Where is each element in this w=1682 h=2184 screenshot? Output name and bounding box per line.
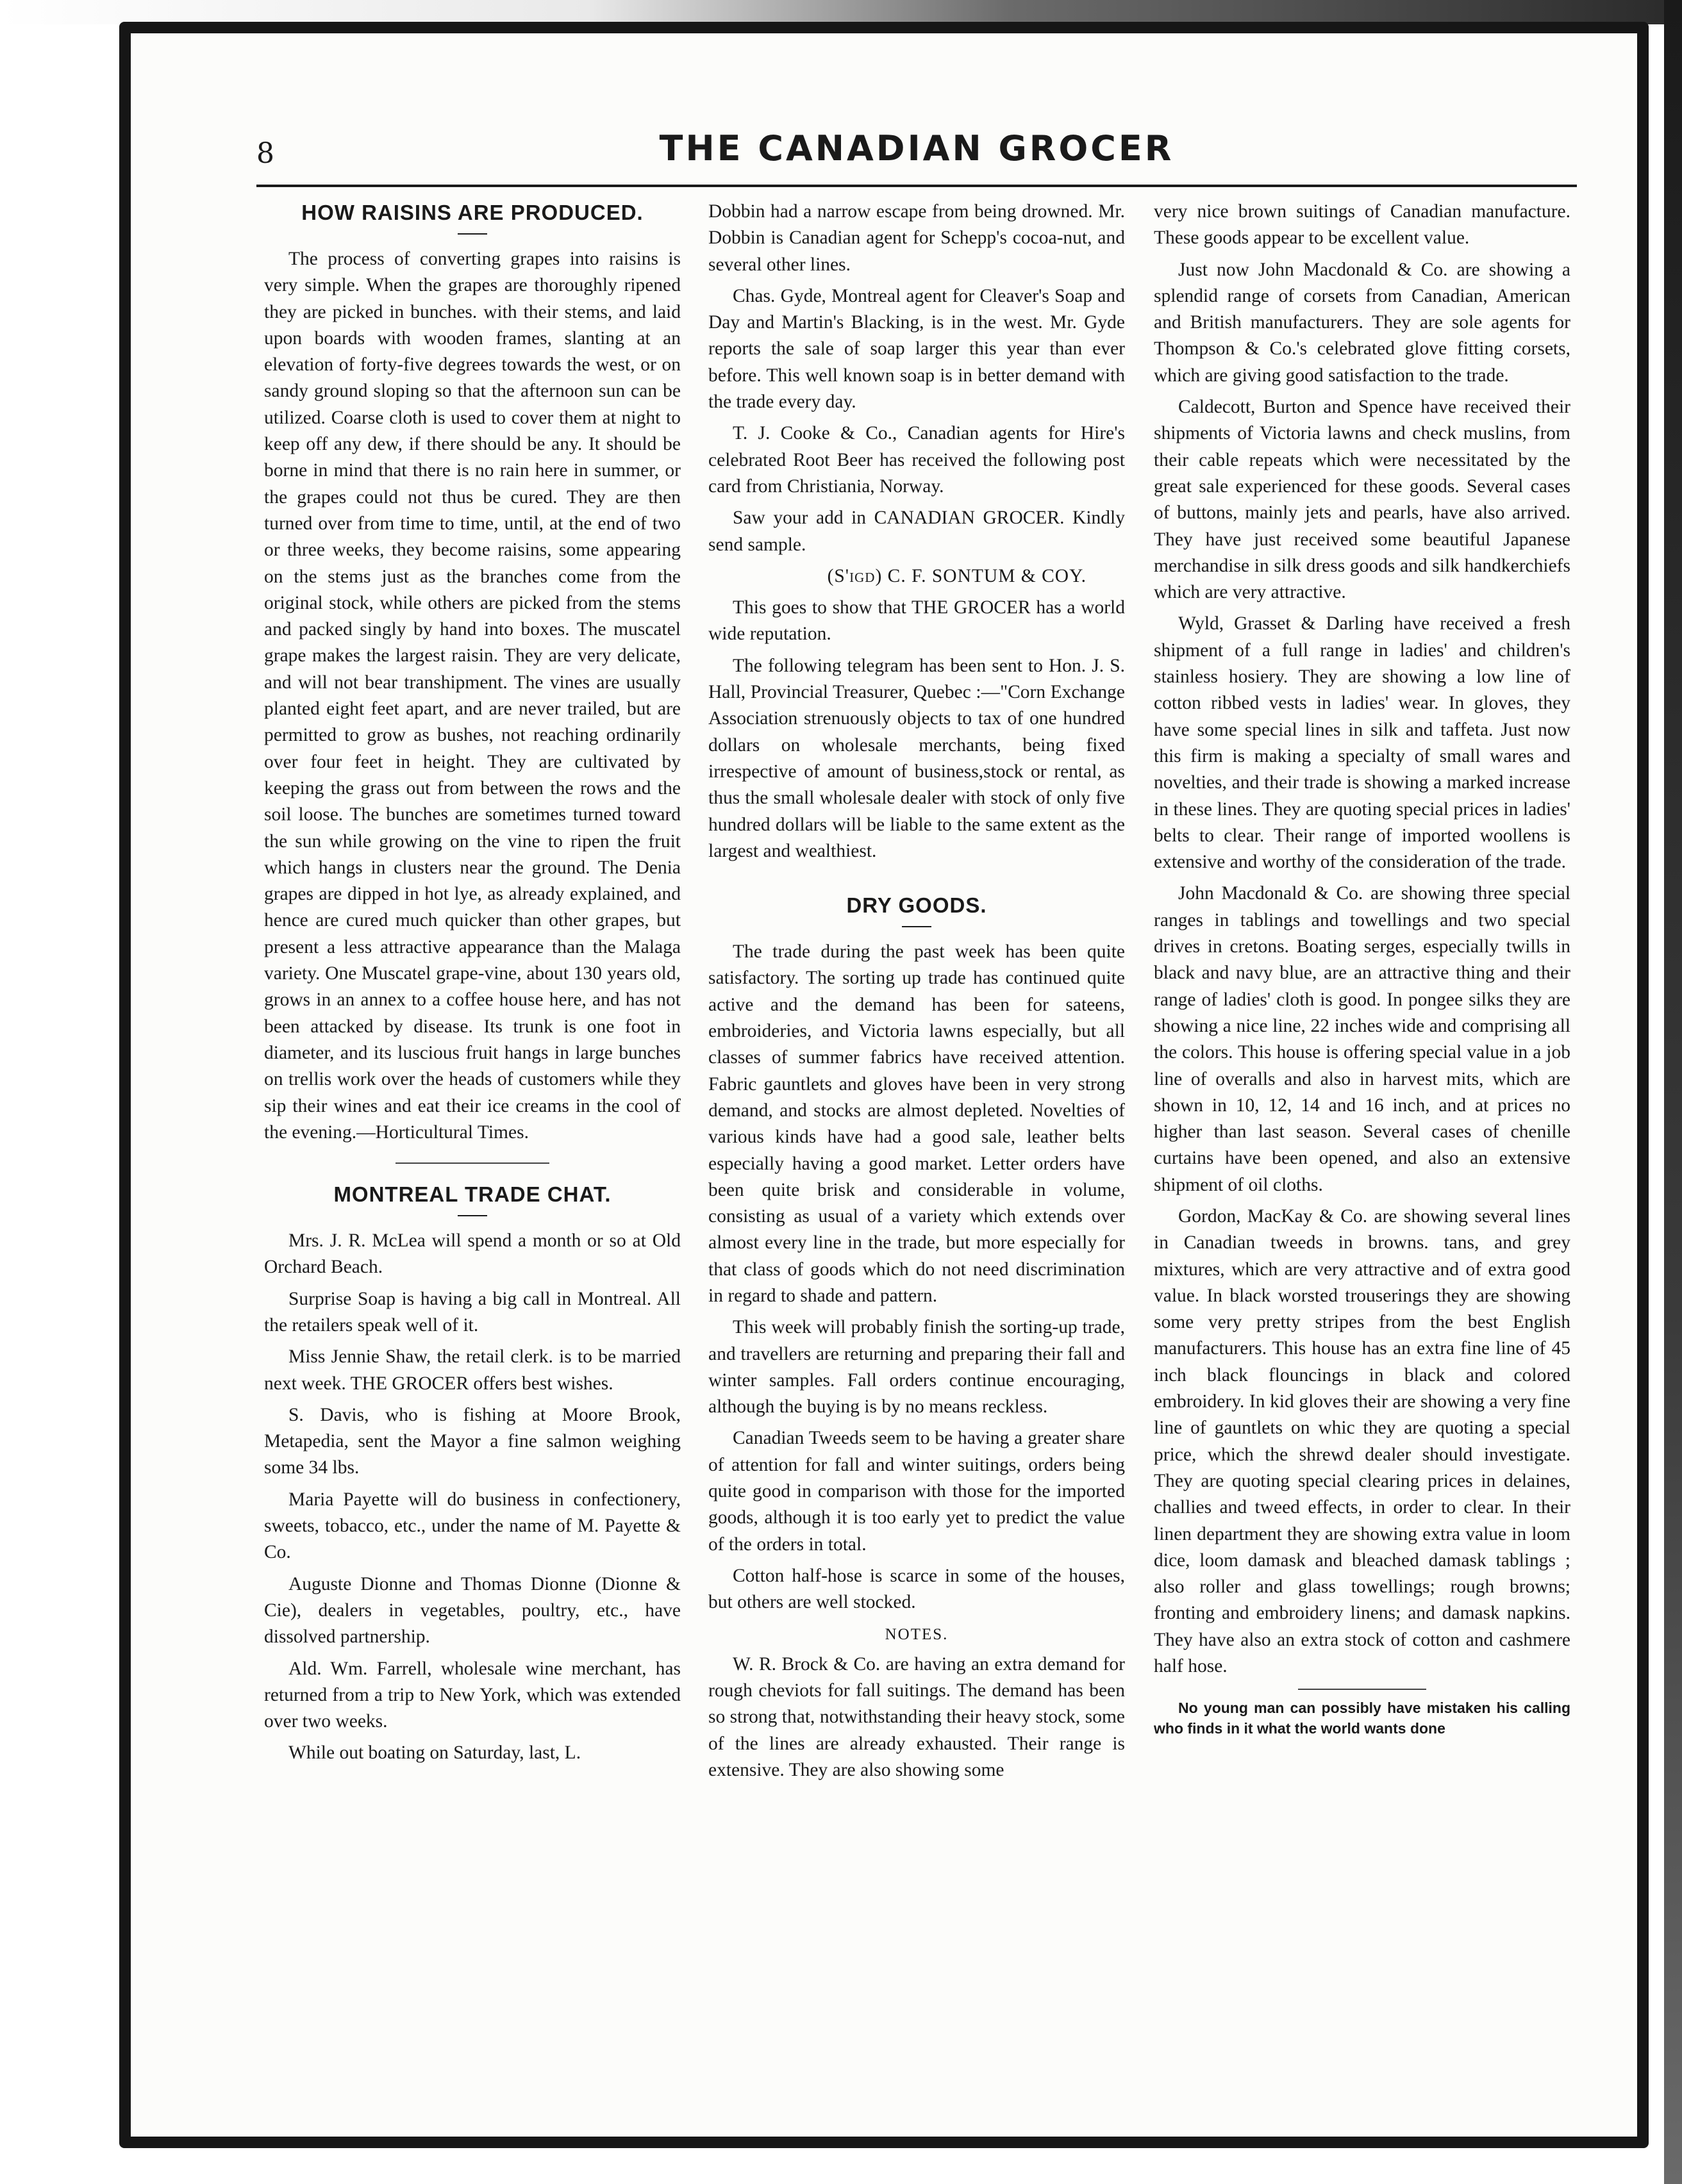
dry-goods-title: DRY GOODS. bbox=[846, 893, 987, 918]
dry-goods-paragraph: Canadian Tweeds seem to be having a greater share of attention for fall and winter suitings, orders being quite good in comparison with those for the imported goods, although it is too early yet to predict the value of the orders in total. bbox=[708, 1428, 1125, 1555]
dry-goods-note: very nice brown suitings of Canadian manufacture. These goods appear to be excellent value. bbox=[1154, 201, 1570, 249]
montreal-item: Surprise Soap is having a big call in Montreal. All the retailers speak well of it. bbox=[264, 1288, 681, 1336]
dry-goods-note: John Macdonald & Co. are showing three special ranges in tablings and towellings and two special drives in cretons. Boating serges, especially twills in black and navy blue, are an attractive thing and their range of ladies' cloth is good. In pongee silks they are showing a nice line, 22 inches wide and comprising all the colors. This house is offering special value in a job line of overalls and also in harvest mits, which are shown in 10, 12, 14 and 16 inch, and at prices no higher than last season. Several cases of chenille curtains have been opened, and also an extensive shipment of oil cloths. bbox=[1154, 883, 1570, 1195]
montreal-item: T. J. Cooke & Co., Canadian agents for Hire's celebrated Root Beer has received the following post card from Christiania, Norway. bbox=[708, 423, 1125, 497]
dry-goods-note: Caldecott, Burton and Spence have received their shipments of Victoria lawns and check muslins, from their cable repeats which were necessitated by the great sale experienced for these goods. Several cases of buttons, mainly jets and pearls, have also arrived. They have just received some beautiful Japanese merchandise in silk dress goods and silk handkerchiefs which are very attractive. bbox=[1154, 397, 1570, 603]
running-head bbox=[256, 128, 1577, 186]
masthead-title: THE CANADIAN GROCER bbox=[659, 128, 1174, 169]
dry-goods-paragraph: The trade during the past week has been quite satisfactory. The sorting up trade has continued quite active and the demand has been for sateens, embroideries, and Victoria lawns especially, but all classes of summer fabrics have received attention. Fabric gauntlets and gloves have been in very strong demand, and stocks are almost depleted. Novelties of various kinds have had a good sale, leather belts especially having a good market. Letter orders have been quite brisk and considerable in volume, consisting as usual of a variety which extends over almost every line in the trade, but more especially for that class of goods which do not need discrimination in regard to shade and pattern. bbox=[708, 941, 1125, 1306]
dry-goods-paragraph: Cotton half-hose is scarce in some of the houses, but others are well stocked. bbox=[708, 1565, 1125, 1613]
postcard-text: Saw your add in CANADIAN GROCER. Kindly send sample. bbox=[708, 508, 1125, 555]
column-3 bbox=[1154, 199, 1570, 1744]
dry-goods-note: Wyld, Grasset & Darling have received a fresh shipment of a full range in ladies' and children's stainless hosiery. They are showing a low line of cotton ribbed vests in ladies' wear. In gloves, they have some special lines in silk and taffeta. Just now this firm is making a specialty of small wares and novelties, and their trade is showing a marked increase in these lines. They are quoting special prices in ladies' belts to clear. Their range of imported woollens is extensive and worthy of the consideration of the trade. bbox=[1154, 613, 1570, 873]
title-dash bbox=[902, 926, 931, 927]
montreal-item: Mrs. J. R. McLea will spend a month or so at Old Orchard Beach. bbox=[264, 1230, 681, 1278]
dry-goods-note: Gordon, MacKay & Co. are showing several lines in Canadian tweeds in browns. tans, and grey mixtures, which are very attractive and of extra good value. In black worsted trouserings they are showing some very pretty stripes from the best English manufacturers. This house has an extra fine line of 45 inch black flouncings in black and colored embroidery. In kid gloves their are showing a very fine line of gauntlets on whic they are quoting a special price, which the shrewd dealer should investigate. They are quoting special clearing prices in delaines, challies and tweed effects, in order to clear. In their linen department they are showing extra value in loom dice, loom damask and bleached damask tablings ; also roller and glass towellings; rough browns; fronting and embroidery linens; and damask napkins. They have also an extra stock of cotton and cashmere half hose. bbox=[1154, 1205, 1570, 1677]
montreal-title: MONTREAL TRADE CHAT. bbox=[333, 1182, 612, 1207]
montreal-item: Maria Payette will do business in confectionery, sweets, tobacco, etc., under the name of M. Payette & Co. bbox=[264, 1489, 681, 1563]
page-number: 8 bbox=[256, 137, 274, 170]
column-1 bbox=[264, 199, 681, 1772]
montreal-item: Auguste Dionne and Thomas Dionne (Dionne & Cie), dealers in vegetables, poultry, etc., have dissolved partnership. bbox=[264, 1573, 681, 1648]
postcard-signature: (S'igd) C. F. SONTUM & COY. bbox=[827, 565, 1087, 586]
closing-note: No young man can possibly have mistaken his calling who finds in it what the world wants done bbox=[1154, 1700, 1570, 1737]
closing-separator bbox=[1298, 1689, 1426, 1690]
montreal-item: Ald. Wm. Farrell, wholesale wine merchant, has returned from a trip to New York, which was extended over two weeks. bbox=[264, 1658, 681, 1732]
raisins-title: HOW RAISINS ARE PRODUCED. bbox=[301, 201, 644, 224]
scan-shadow-right bbox=[1664, 0, 1682, 2184]
title-dash bbox=[458, 1215, 487, 1216]
section-separator bbox=[396, 1162, 549, 1164]
montreal-item: Miss Jennie Shaw, the retail clerk. is to be married next week. THE GROCER offers best wishes. bbox=[264, 1346, 681, 1394]
header-rule bbox=[256, 185, 1577, 187]
montreal-item: While out boating on Saturday, last, L. bbox=[288, 1742, 581, 1764]
raisins-paragraph: The process of converting grapes into raisins is very simple. When the grapes are thoroughly ripened they are picked in bunches. with their stems, and laid upon boards with wooden frames, slanting at an elevation of forty-five degrees towards the west, or on sandy ground sloping so that the afternoon sun can be utilized. Coarse cloth is used to cover them at night to keep off any dew, if there should be any. It should be borne in mind that there is no rain here in summer, or the grapes could not thus be cured. They are then turned over from time to time, until, at the end of two or three weeks, they become raisins, some appearing on the stems just as the branches come from the original stock, while others are picked from the stems and packed singly by hand into boxes. The muscatel grape makes the largest raisin. They are very delicate, and will not bear transhipment. The vines are usually planted eight feet apart, and are never trailed, but are permitted to grow as bushes, not reaching ordinarily over four feet in height. They are cultivated by keeping the grass out from between the rows and the soil loose. The bunches are sometimes turned toward the sun while growing on the vine to ripen the fruit which hangs in clusters near the ground. The Denia grapes are dipped in hot lye, as already explained, and hence are cured much quicker than other grapes, but present a less attractive appearance than the Malaga variety. One Muscatel grape-vine, about 130 years old, grows in an annex to a coffee house here, and has not been attacked by disease. Its trunk is one foot in diameter, and its luscious fruit hangs in large bunches on trellis work over the heads of customers while they sip their wines and eat their ice creams in the cool of the evening.—Horticultural Times. bbox=[264, 249, 681, 1143]
dry-goods-note: Just now John Macdonald & Co. are showing a splendid range of corsets from Canadian, American and British manufacturers. They are sole agents for Thompson & Co.'s celebrated glove fitting corsets, which are giving good satisfaction to the trade. bbox=[1154, 259, 1570, 386]
montreal-item: S. Davis, who is fishing at Moore Brook, Metapedia, sent the Mayor a fine salmon weighing some 34 lbs. bbox=[264, 1404, 681, 1478]
dry-goods-note: W. R. Brock & Co. are having an extra demand for rough cheviots for fall suitings. The demand has been so strong that, notwithstanding their heavy stock, some of the lines are already exhausted. Their range is extensive. They are also showing some bbox=[708, 1653, 1125, 1781]
notes-heading: NOTES. bbox=[885, 1625, 949, 1643]
montreal-item: The following telegram has been sent to Hon. J. S. Hall, Provincial Treasurer, Quebec :—"Corn Exchange Association strenuously objects to tax of one hundred dollars on wholesale merchants, being fixed irrespective of amount of business,stock or rental, as thus the small wholesale dealer with stock of only five hundred dollars will be liable to the same extent as the largest and wealthiest. bbox=[708, 655, 1125, 861]
dry-goods-paragraph: This week will probably finish the sorting-up trade, and travellers are returning and preparing their fall and winter samples. Fall orders continue encouraging, although the buying is by no means reckless. bbox=[708, 1317, 1125, 1418]
montreal-item: This goes to show that THE GROCER has a world wide reputation. bbox=[708, 597, 1125, 645]
scan-shadow-top bbox=[0, 0, 1682, 24]
montreal-item: Chas. Gyde, Montreal agent for Cleaver's Soap and Day and Martin's Blacking, is in the west. Mr. Gyde reports the sale of soap larger this year than ever before. This well known soap is in better demand with the trade every day. bbox=[708, 285, 1125, 413]
column-2 bbox=[708, 199, 1125, 1789]
title-dash bbox=[458, 233, 487, 235]
montreal-item: Dobbin had a narrow escape from being drowned. Mr. Dobbin is Canadian agent for Schepp's cocoa-nut, and several other lines. bbox=[708, 201, 1125, 275]
